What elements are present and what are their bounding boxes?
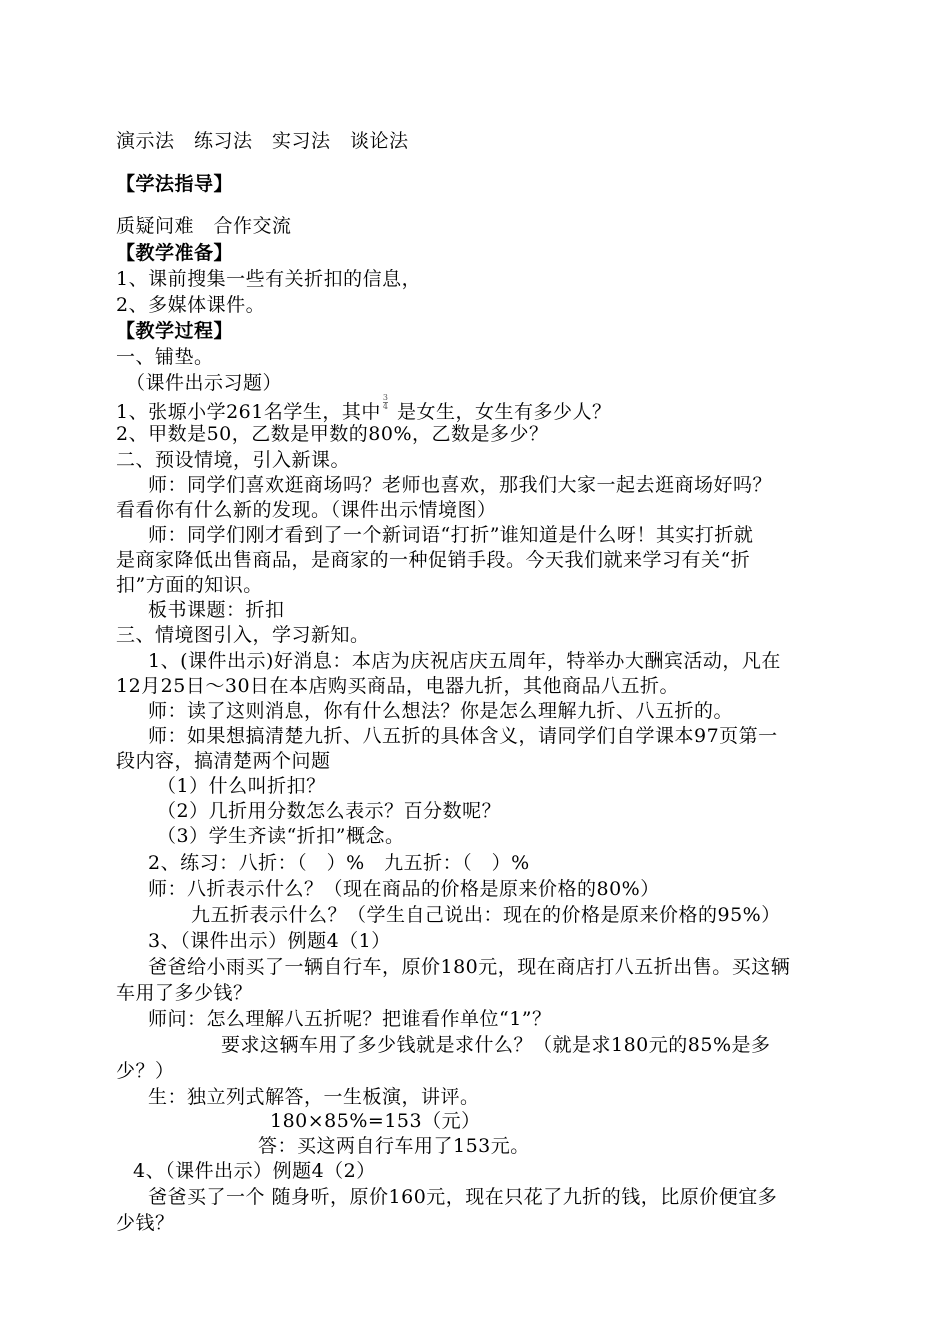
prep-item-1: 1、课前搜集一些有关折扣的信息，	[116, 268, 422, 290]
teacher-line-2: 师：同学们刚才看到了一个新词语“打折”谁知道是什么呀！其实打折就	[148, 524, 754, 546]
learning-methods: 质疑问难 合作交流	[116, 215, 292, 237]
section-2-title: 二、预设情境，引入新课。	[116, 449, 351, 471]
exercise-1-text-a: 1、张塬小学261名学生，其中	[116, 401, 381, 423]
teacher-ask-2: 要求这辆车用了多少钱就是求什么？（就是求180元的85%是多	[221, 1034, 771, 1056]
example-4-1-title: 3、（课件出示）例题4（1）	[148, 930, 391, 952]
practice-line: 2、练习：八折：（ ）% 九五折：（ ）%	[148, 852, 530, 874]
teacher-line-2-cont: 是商家降低出售商品，是商家的一种促销手段。今天我们就来学习有关“折	[116, 549, 751, 571]
teacher-question-1: 师：读了这则消息，你有什么想法？你是怎么理解九折、八五折的。	[148, 700, 734, 722]
good-news-line-cont: 12月25日～30日在本店购买商品，电器九折，其他商品八五折。	[116, 675, 680, 697]
fraction-denominator: 4	[382, 402, 389, 411]
example-4-2-text-cont: 少钱？	[116, 1212, 175, 1234]
prep-item-2: 2、多媒体课件。	[116, 294, 266, 316]
question-item-2: （2）几折用分数怎么表示？百分数呢？	[157, 800, 502, 822]
example-4-1-text-cont: 车用了多少钱？	[116, 982, 253, 1004]
example-4-2-title: 4、（课件出示）例题4（2）	[133, 1160, 376, 1182]
teacher-ask-2-cont: 少？）	[116, 1060, 175, 1082]
courseware-exercise-note: （课件出示习题）	[126, 372, 283, 394]
teacher-line-2-cont-2: 扣”方面的知识。	[116, 574, 263, 596]
good-news-line: 1、(课件出示)好消息：本店为庆祝店庆五周年，特举办大酬宾活动，凡在	[148, 650, 781, 672]
teacher-question-2: 师：如果想搞清楚九折、八五折的具体含义，请同学们自学课本97页第一	[148, 725, 778, 747]
calculation: 180×85%=153（元）	[270, 1110, 481, 1132]
teacher-line-1: 师：同学们喜欢逛商场吗？老师也喜欢，那我们大家一起去逛商场好吗？	[148, 474, 773, 496]
teacher-question-2-cont: 段内容，搞清楚两个问题	[116, 750, 331, 772]
question-item-3: （3）学生齐读“折扣”概念。	[157, 825, 405, 847]
fraction-numerator: 3	[382, 393, 389, 402]
answer: 答：买这两自行车用了153元。	[258, 1135, 530, 1157]
student-answer: 生：独立列式解答，一生板演，讲评。	[148, 1086, 480, 1108]
teacher-line-1-cont: 看看你有什么新的发现。（课件出示情境图）	[116, 499, 497, 521]
teaching-methods: 演示法 练习法 实习法 谈论法	[116, 130, 409, 152]
fraction-three-quarters	[383, 394, 389, 411]
board-title: 板书课题：折扣	[148, 599, 285, 621]
heading-teaching-preparation: 【教学准备】	[116, 242, 234, 264]
section-1-title: 一、铺垫。	[116, 346, 214, 368]
teacher-eighty-percent: 师：八折表示什么？（现在商品的价格是原来价格的80%）	[148, 878, 660, 900]
example-4-2-text: 爸爸买了一个 随身听，原价160元，现在只花了九折的钱，比原价便宜多	[148, 1186, 778, 1208]
exercise-2: 2、甲数是50，乙数是甲数的80%，乙数是多少？	[116, 423, 549, 445]
teacher-ninety-five-percent: 九五折表示什么？（学生自己说出：现在的价格是原来价格的95%）	[191, 904, 781, 926]
section-3-title: 三、情境图引入，学习新知。	[116, 624, 370, 646]
example-4-1-text: 爸爸给小雨买了一辆自行车，原价180元，现在商店打八五折出售。买这辆	[148, 956, 791, 978]
question-item-1: （1）什么叫折扣？	[157, 775, 326, 797]
heading-learning-guidance: 【学法指导】	[116, 173, 234, 195]
teacher-ask: 师问：怎么理解八五折呢？把谁看作单位“1”？	[148, 1008, 552, 1030]
exercise-1-text-b: 是女生，女生有多少人？	[397, 401, 612, 423]
heading-teaching-process: 【教学过程】	[116, 320, 234, 342]
